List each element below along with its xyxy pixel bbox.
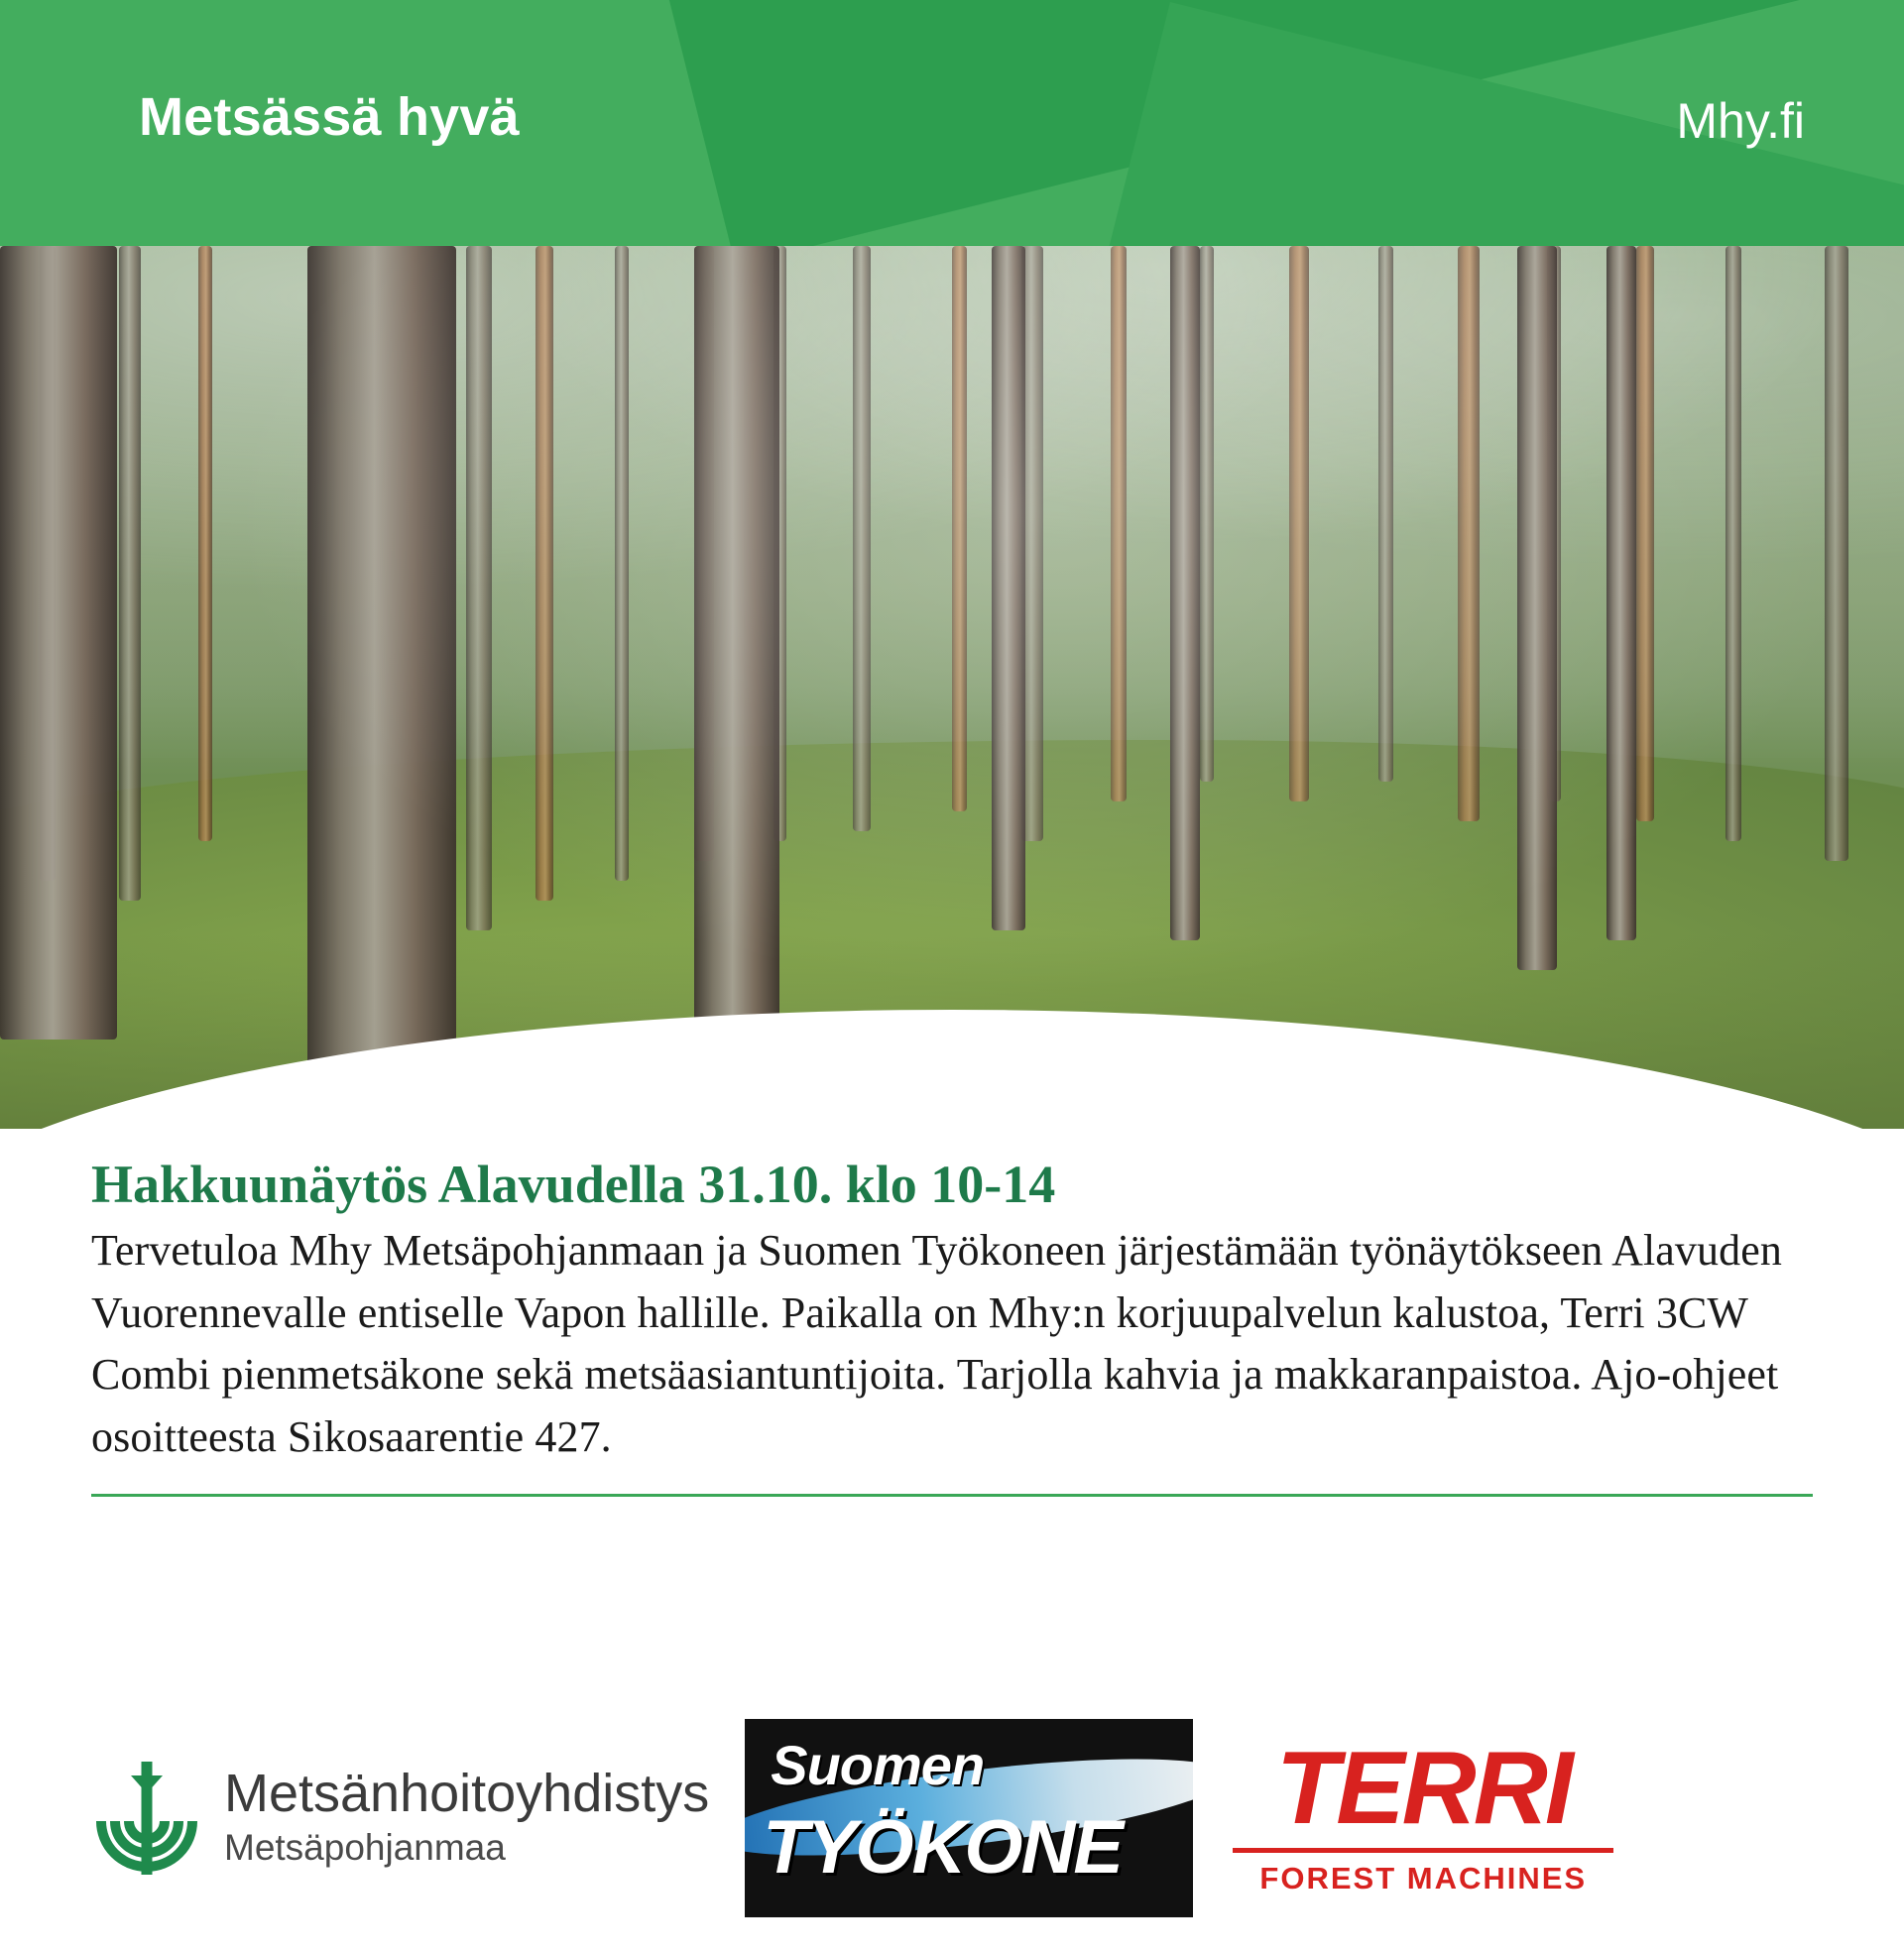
header-content xyxy=(0,0,1904,246)
tree-trunk xyxy=(1458,246,1480,821)
body-content xyxy=(0,1129,1904,1693)
tree-trunk-foreground xyxy=(307,246,456,1069)
section-divider xyxy=(91,1494,1813,1497)
tree-trunk-foreground xyxy=(694,246,779,1030)
tree-trunk xyxy=(119,246,141,901)
tree-trunk xyxy=(1111,246,1127,801)
tree-trunk xyxy=(198,246,212,841)
event-description: Tervetuloa Mhy Metsäpohjanmaan ja Suomen Työkoneen järjestämään työnäytökseen Alavuden Vuorennevalle entiselle Vapon hallille. Paikalla on Mhy:n korjuupalvelun kalustoa, Terri 3CW Combi pienmetsäkone sekä metsäasiantuntijoita. Tarjolla kahvia ja makkaranpaistoa. Ajo-ohjeet osoitteesta Sikosaarentie 427. xyxy=(91,1226,1782,1461)
tree-trunk xyxy=(466,246,492,930)
tree-trunk-foreground xyxy=(0,246,117,1040)
brand-slogan: Metsässä hyvä xyxy=(139,87,520,147)
tree-trunk xyxy=(536,246,553,901)
page-title: Hakkuunäytös Alavudella 31.10. klo 10-14 xyxy=(91,1155,1056,1214)
pine-forest-photo xyxy=(0,246,1904,1129)
suomen-tyokone-line2: TYÖKONE xyxy=(763,1805,1123,1890)
sponsor-logos xyxy=(0,1693,1904,1957)
suomen-tyokone-logo xyxy=(745,1719,1193,1917)
tree-trunk xyxy=(615,246,629,881)
hero-image xyxy=(0,246,1904,1129)
terri-logo xyxy=(1229,1719,1617,1917)
terri-tagline: FOREST MACHINES xyxy=(1259,1860,1588,1896)
tree-trunk xyxy=(1517,246,1557,970)
tree-trunk xyxy=(853,246,871,831)
tree-trunk xyxy=(952,246,967,811)
mhy-tree-icon xyxy=(91,1760,202,1877)
terri-divider xyxy=(1233,1848,1613,1853)
tree-trunk xyxy=(1378,246,1393,782)
mhy-region: Metsäpohjanmaa xyxy=(224,1827,506,1869)
tree-trunk xyxy=(1200,246,1214,782)
mhy-logo xyxy=(91,1760,709,1877)
tree-trunk xyxy=(1289,246,1309,801)
tree-trunk xyxy=(1726,246,1741,841)
terri-wordmark: TERRI xyxy=(1275,1731,1571,1847)
tree-trunk xyxy=(992,246,1025,930)
tree-trunk xyxy=(1825,246,1848,861)
tree-trunk xyxy=(1636,246,1654,821)
mhy-name: Metsänhoitoyhdistys xyxy=(224,1764,710,1824)
tree-trunk xyxy=(1170,246,1200,940)
brand-website[interactable]: Mhy.fi xyxy=(1676,93,1805,149)
tree-trunk xyxy=(1606,246,1636,940)
poster-header xyxy=(0,0,1904,246)
mhy-logo-text xyxy=(224,1766,709,1870)
suomen-tyokone-line1: Suomen xyxy=(771,1734,985,1796)
